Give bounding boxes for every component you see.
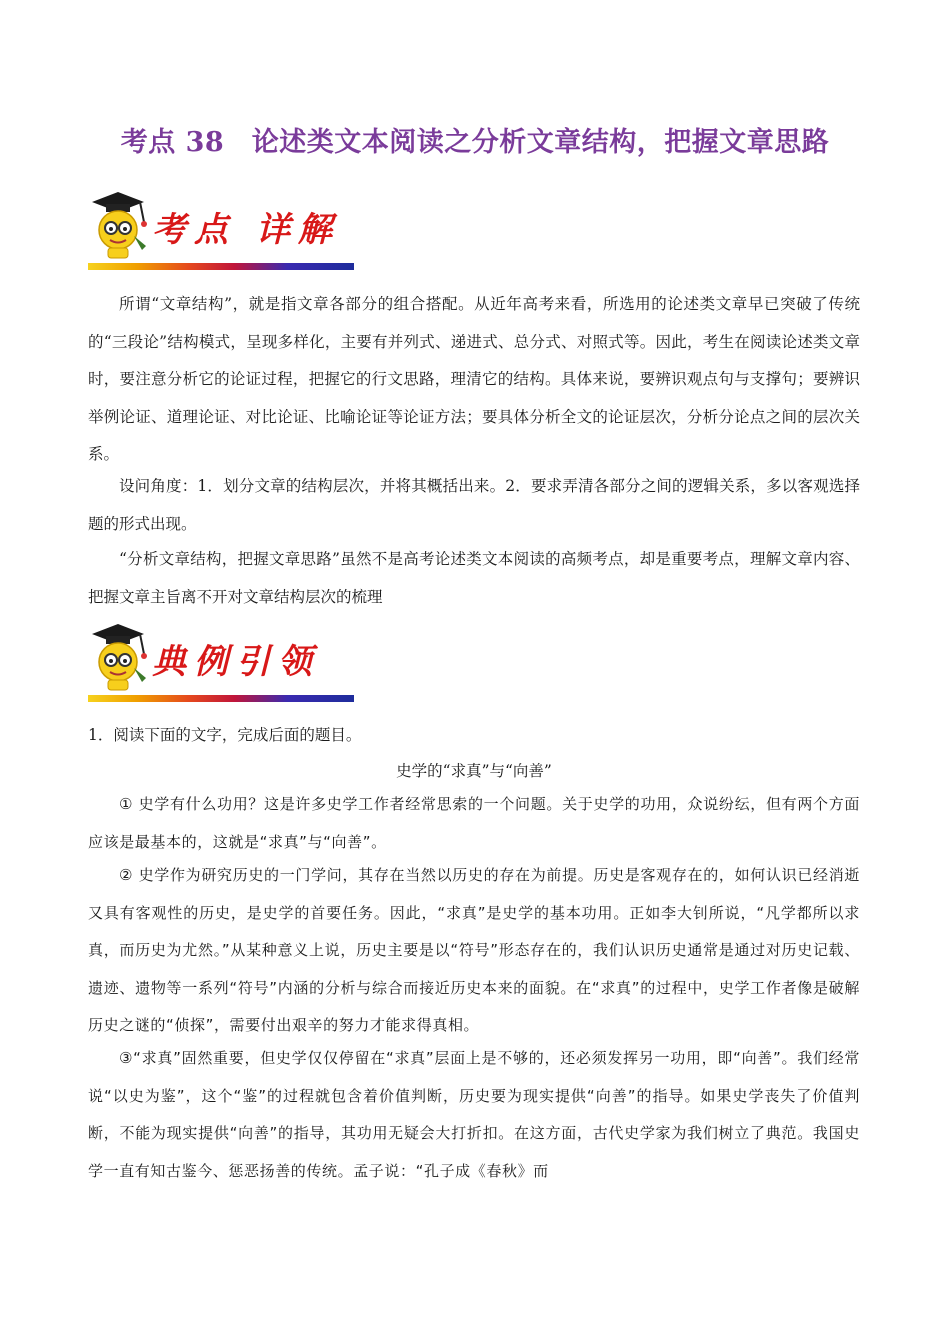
article-title: 史学的“求真”与“向善” — [396, 762, 552, 780]
banner-label: 考点 详解 — [152, 210, 340, 250]
banner-label: 典例引领 — [152, 642, 320, 682]
graduate-mascot-icon — [88, 188, 152, 262]
intro-paragraph-2: 设问角度：1．划分文章的结构层次，并将其概括出来。2．要求弄清各部分之间的逻辑关系，多以客观选择题的形式出现。 — [88, 477, 860, 533]
page-title: 考点 38 论述类文本阅读之分析文章结构，把握文章思路 — [120, 127, 830, 158]
intro-paragraph-3: “分析文章结构，把握文章思路”虽然不是高考论述类文本阅读的高频考点，却是重要考点，理解文章内容、把握文章主旨离不开对文章结构层次的梳理 — [88, 550, 860, 606]
question-prompt: 1．阅读下面的文字，完成后面的题目。 — [88, 726, 362, 744]
article-paragraph-1: ① 史学有什么功用？这是许多史学工作者经常思索的一个问题。关于史学的功用，众说纷纭，但有两个方面应该是最基本的，这就是“求真”与“向善”。 — [88, 795, 860, 851]
banner-underline — [88, 695, 354, 702]
intro-paragraph-1: 所谓“文章结构”，就是指文章各部分的组合搭配。从近年高考来看，所选用的论述类文章早已突破了传统的“三段论”结构模式，呈现多样化，主要有并列式、递进式、总分式、对照式等。因此，考生在阅读论述类文章时，要注意分析它的论证过程，把握它的行文思路，理清它的结构。具体来说，要辨识观点句与支撑句；要辨识举例论证、道理论证、对比论证、比喻论证等论证方法；要具体分析全文的论证层次，分析分论点之间的层次关系。 — [88, 295, 860, 463]
banner-underline — [88, 263, 354, 270]
section-banner-dianli — [88, 620, 358, 702]
article-paragraph-3: ③“求真”固然重要，但史学仅仅停留在“求真”层面上是不够的，还必须发挥另一功用，即“向善”。我们经常说“以史为鉴”，这个“鉴”的过程就包含着价值判断，历史要为现实提供“向善”的指导。如果史学丧失了价值判断，不能为现实提供“向善”的指导，其功用无疑会大打折扣。在这方面，古代史学家为我们树立了典范。我国史学一直有知古鉴今、惩恶扬善的传统。孟子说：“孔子成《春秋》而 — [88, 1049, 860, 1180]
section-banner-kaodian — [88, 188, 358, 270]
graduate-mascot-icon — [88, 620, 152, 694]
article-paragraph-2: ② 史学作为研究历史的一门学问，其存在当然以历史的存在为前提。历史是客观存在的，如何认识已经消逝又具有客观性的历史，是史学的首要任务。因此，“求真”是史学的基本功用。正如李大钊所说，“凡学都所以求真，而历史为尤然。”从某种意义上说，历史主要是以“符号”形态存在的，我们认识历史通常是通过对历史记载、遗迹、遗物等一系列“符号”内涵的分析与综合而接近历史本来的面貌。在“求真”的过程中，史学工作者像是破解历史之谜的“侦探”，需要付出艰辛的努力才能求得真相。 — [88, 866, 860, 1034]
